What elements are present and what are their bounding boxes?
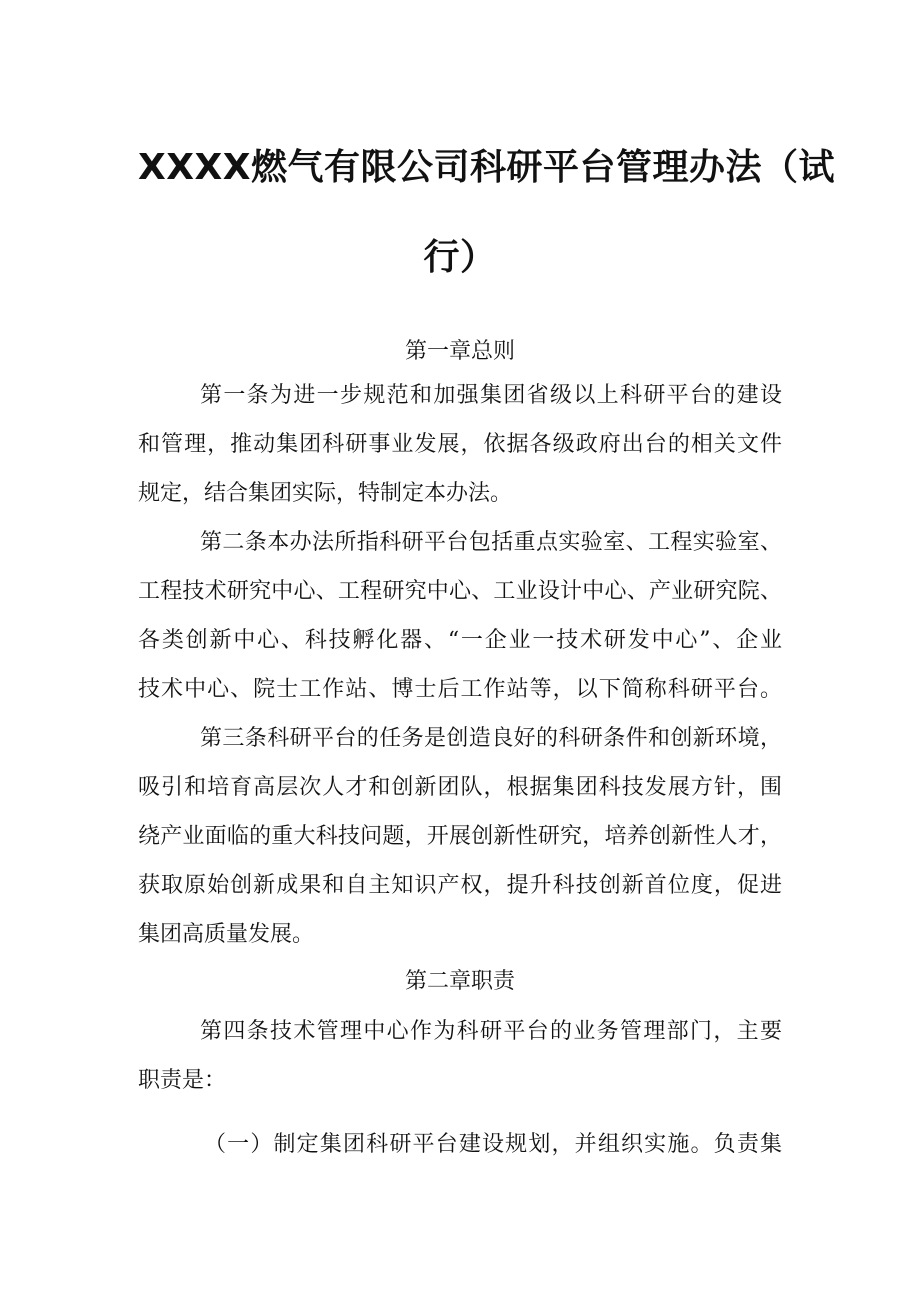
article-2-line-1: 第二条本办法所指科研平台包括重点实验室、工程实验室、 xyxy=(200,530,782,555)
chapter-1-heading: 第一章总则 xyxy=(404,339,515,364)
article-3-line-3: 绕产业面临的重大科技问题，开展创新性研究，培养创新性人才， xyxy=(138,824,782,849)
article-3-line-5: 集团高质量发展。 xyxy=(138,922,315,947)
article-1-line-3: 规定，结合集团实际，特制定本办法。 xyxy=(138,481,513,506)
article-4-line-1: 第四条技术管理中心作为科研平台的业务管理部门，主要 xyxy=(200,1019,782,1044)
item-1-line-1: （一）制定集团科研平台建设规划，并组织实施。负责集 xyxy=(204,1132,782,1157)
article-3-line-4: 获取原始创新成果和自主知识产权，提升科技创新首位度，促进 xyxy=(138,873,782,898)
article-1-line-2: 和管理，推动集团科研事业发展，依据各级政府出台的相关文件 xyxy=(138,432,782,457)
article-3-line-1: 第三条科研平台的任务是创造良好的科研条件和创新环境， xyxy=(200,726,782,751)
article-2-line-2: 工程技术研究中心、工程研究中心、工业设计中心、产业研究院、 xyxy=(138,579,782,604)
article-1-line-1: 第一条为进一步规范和加强集团省级以上科研平台的建设 xyxy=(200,383,782,408)
article-4-line-2: 职责是： xyxy=(138,1068,227,1093)
document-title-line-1: XXXX燃气有限公司科研平台管理办法（试 xyxy=(138,147,836,188)
document-title-line-2: 行） xyxy=(423,237,497,278)
chapter-2-heading: 第二章职责 xyxy=(404,969,515,994)
article-2-line-3: 各类创新中心、科技孵化器、“一企业一技术研发中心”、企业 xyxy=(138,628,782,653)
article-3-line-2: 吸引和培育高层次人才和创新团队，根据集团科技发展方针，围 xyxy=(138,775,782,800)
article-2-line-4: 技术中心、院士工作站、博士后工作站等，以下简称科研平台。 xyxy=(138,677,782,702)
